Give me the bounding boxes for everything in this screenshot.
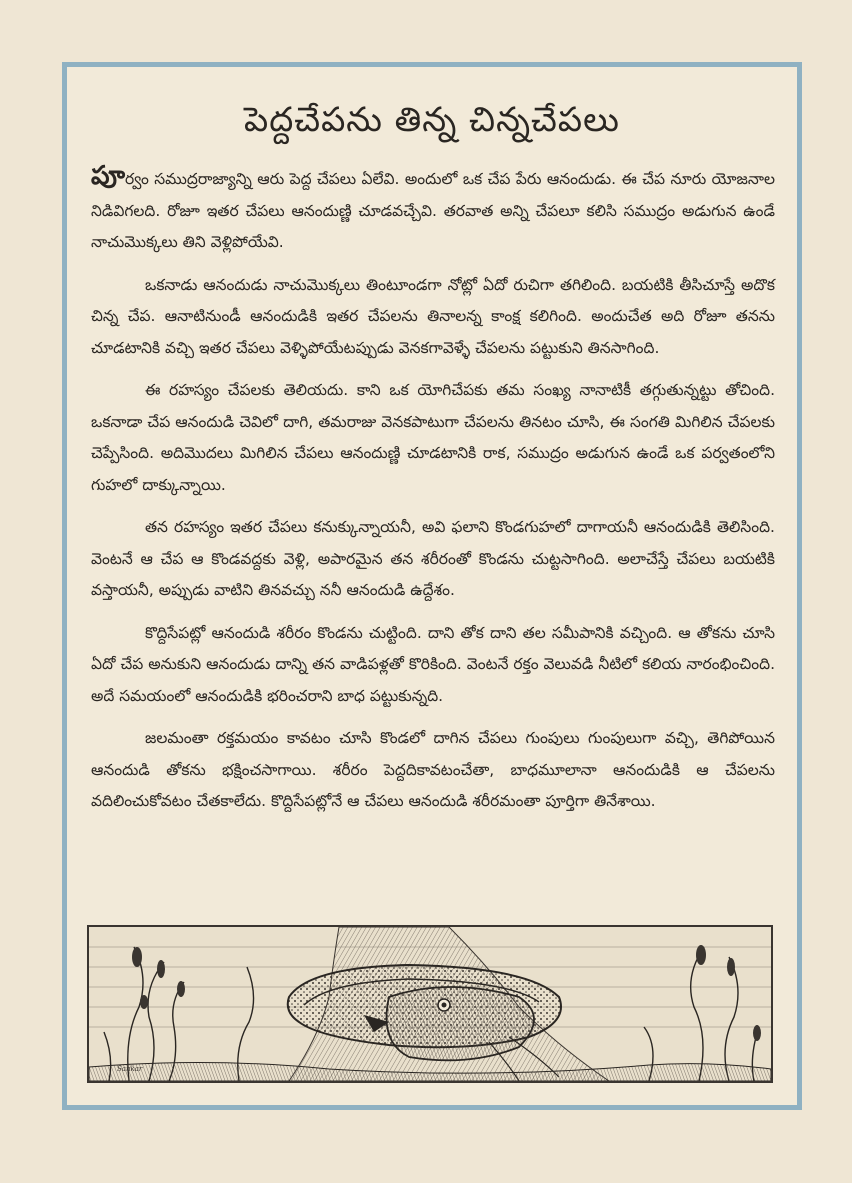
- artist-signature: Sankar: [117, 1065, 143, 1073]
- paragraph-2: ఒకనాడు ఆనందుడు నాచుమొక్కలు తింటూండగా నోట్లో ఏదో రుచిగా తగిలింది. బయటికి తీసిచూస్తే అదొక చిన్న చేప. ఆనాటినుండీ ఆనందుడికి ఇతర చేపలను తినాలన్న కాంక్ష కలిగింది. అందుచేత అది రోజూ తనను చూడటానికి వచ్చి ఇతర చేపలు వెళ్ళిపోయేటప్పుడు వెనకగావెళ్ళే చేపలను పట్టుకుని తినసాగింది.: [91, 275, 775, 357]
- story-body: [91, 161, 775, 829]
- seaweed-right-leaves: [696, 945, 761, 1041]
- illustration-drawing: [89, 927, 771, 1081]
- paragraph-5: కొద్దిసేపట్లో ఆనందుడి శరీరం కొండను చుట్టింది. దాని తోక దాని తల సమీపానికి వచ్చింది. ఆ తోకను చూసి ఏదో చేప అనుకుని ఆనందుడు దాన్ని తన వాడిపళ్లతో కొరికింది. వెంటనే రక్తం వెలువడి నీటిలో కలియ నారంభించింది. అదే సమయంలో ఆనందుడికి భరించరాని బాధ పట్టుకున్నది.: [91, 623, 775, 705]
- page-border: [62, 62, 802, 1110]
- illustration-fish-coiled-around-mountain: [87, 925, 773, 1083]
- paragraph-3: ఈ రహస్యం చేపలకు తెలియదు. కాని ఒక యోగిచేపకు తమ సంఖ్య నానాటికీ తగ్గుతున్నట్టు తోచింది. ఒకనాడా చేప ఆనందుడి చెవిలో దాగి, తమరాజు వెనకపాటుగా చేపలను తినటం చూసి, ఈ సంగతి మిగిలిన చేపలకు చెప్పేసింది. అదిమొదలు మిగిలిన చేపలు ఆనందుణ్ణి చూడటానికి రాక, సముద్రం అడుగున ఉండే ఒక పర్వతంలోని గుహలో దాక్కున్నాయి.: [91, 381, 775, 494]
- paragraph-6: జలమంతా రక్తమయం కావటం చూసి కొండలో దాగిన చేపలు గుంపులు గుంపులుగా వచ్చి, తెగిపోయిన ఆనందుడి తోకను భక్షించసాగాయి. శరీరం పెద్దదికావటంచేతా, బాధమూలానా ఆనందుడికి ఆ చేపలను వదిలించుకోవటం చేతకాలేదు. కొద్దిసేపట్లోనే ఆ చేపలు ఆనందుడి శరీరమంతా పూర్తిగా తినేశాయి.: [91, 729, 775, 810]
- story-title: పెద్దచేపను తిన్న చిన్నచేపలు: [244, 100, 620, 140]
- fish-head: [387, 987, 535, 1060]
- drop-cap: పూ: [91, 161, 126, 191]
- seaweed-left-leaves: [132, 947, 185, 1009]
- paragraph-1: [91, 161, 775, 259]
- paragraph-1-text: ర్వం సముద్రరాజ్యాన్ని ఆరు పెద్ద చేపలు ఏలేవి. అందులో ఒక చేప పేరు ఆనందుడు. ఈ చేప నూరు యోజనాల నిడివిగలది. రోజూ ఇతర చేపలు ఆనందుణ్ణి చూడవచ్చేవి. తరవాత అన్ని చేపలూ కలిసి సముద్రం అడుగున ఉండే నాచుమొక్కలు తిని వెళ్లిపోయేవి.: [91, 170, 775, 251]
- paragraph-4: తన రహస్యం ఇతర చేపలు కనుక్కున్నాయనీ, అవి ఫలాని కొండగుహలో దాగాయనీ ఆనందుడికి తెలిసింది. వెంటనే ఆ చేప ఆ కొండవద్దకు వెళ్లి, అపారమైన తన శరీరంతో కొండను చుట్టసాగింది. అలాచేస్తే చేపలు బయటికి వస్తాయనీ, అప్పుడు వాటిని తినవచ్చు ననీ ఆనందుడి ఉద్దేశం.: [91, 518, 775, 599]
